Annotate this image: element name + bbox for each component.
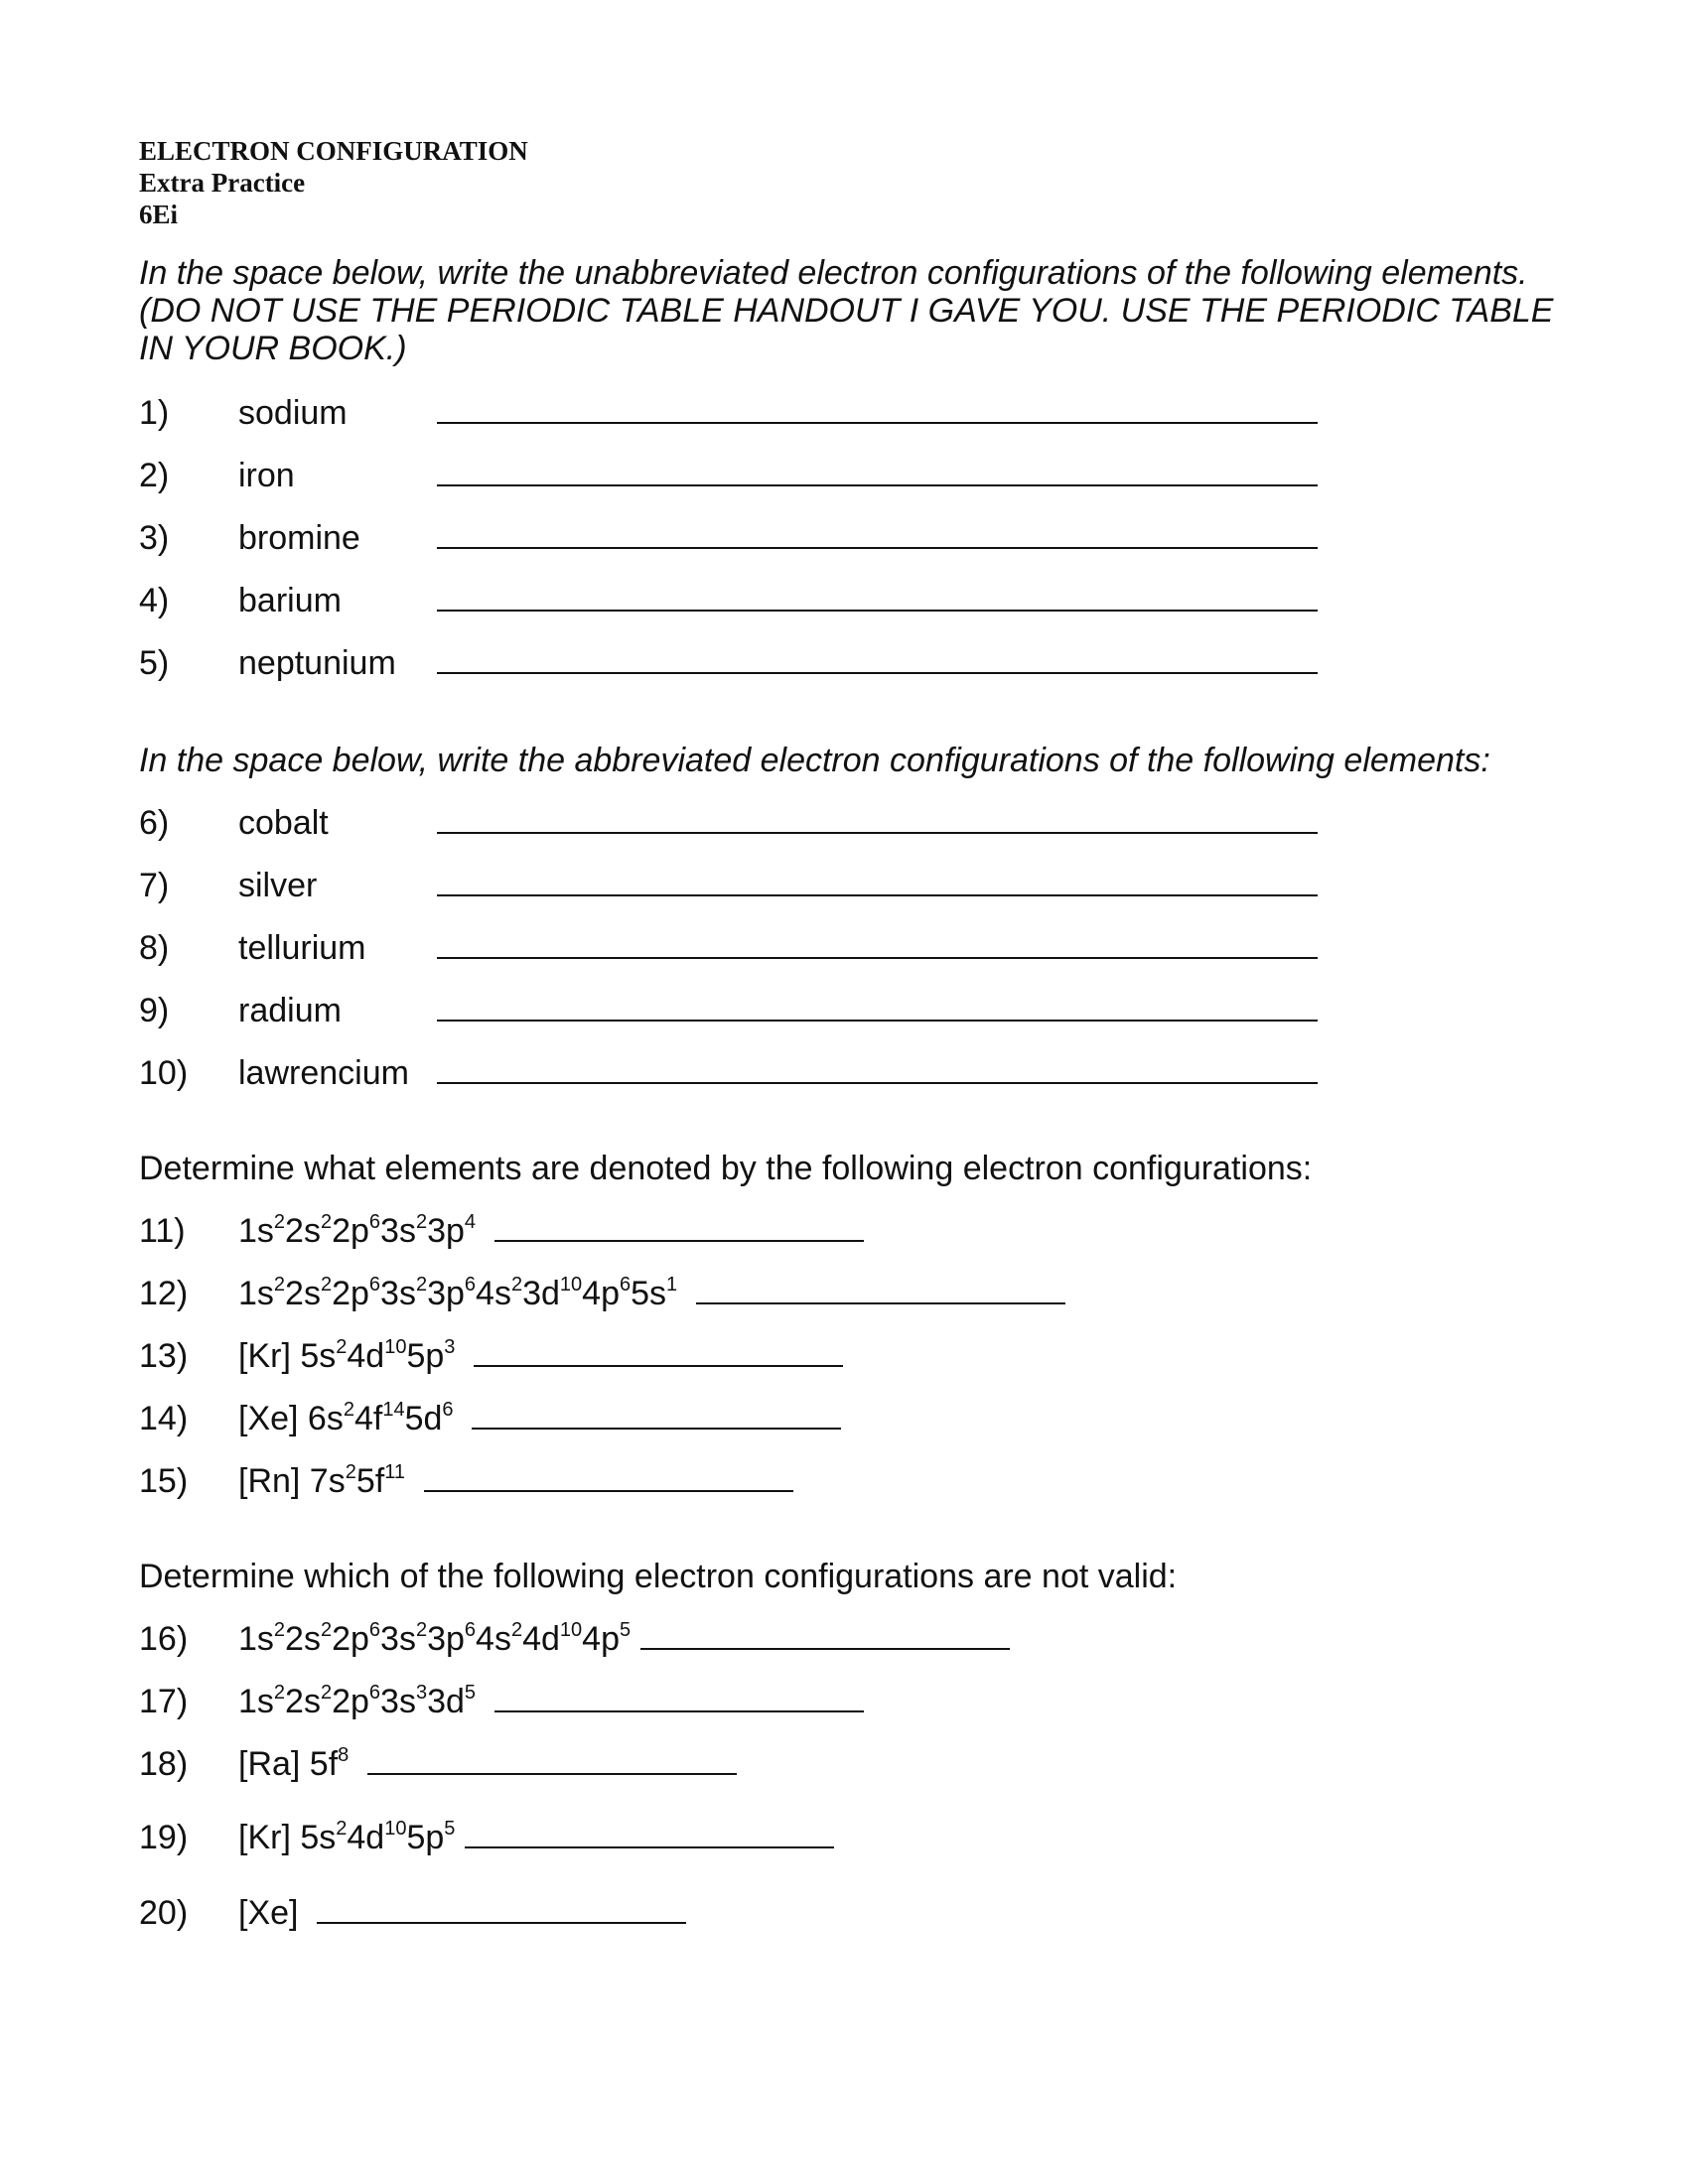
answer-line[interactable] [317, 1898, 686, 1924]
answer-line[interactable] [696, 1279, 1065, 1304]
orbital-label: [Kr] 5s [238, 1337, 337, 1375]
question-2 [139, 453, 1318, 498]
answer-line[interactable] [437, 398, 1318, 424]
question-17 [139, 1679, 864, 1724]
question-number: 4) [139, 582, 170, 619]
answer-line[interactable] [437, 461, 1318, 486]
electron-count: 2 [343, 1399, 354, 1421]
answer-line[interactable] [474, 1341, 843, 1367]
orbital-label: 5f [355, 1462, 385, 1500]
question-number: 2) [139, 457, 170, 494]
question-3 [139, 515, 1318, 561]
electron-count: 6 [368, 1682, 381, 1704]
question-number: 13) [139, 1337, 189, 1375]
question-number: 11) [139, 1212, 186, 1250]
electron-count: 2 [273, 1682, 286, 1704]
worksheet-code: 6Ei [139, 200, 179, 229]
element-name: barium [238, 582, 342, 619]
question-number: 5) [139, 644, 170, 682]
element-name: tellurium [238, 929, 366, 967]
question-1 [139, 390, 1318, 436]
orbital-label: [Rn] 7s [238, 1462, 346, 1500]
element-name: radium [238, 992, 342, 1029]
answer-line[interactable] [437, 871, 1318, 896]
orbital-label: 3p [427, 1275, 465, 1312]
question-number: 12) [139, 1275, 189, 1312]
section-4-instructions: Determine which of the following electron configurations are not valid: [139, 1558, 1178, 1595]
orbital-label: [Ra] 5f [238, 1745, 339, 1783]
orbital-label: 4s [476, 1620, 511, 1658]
orbital-label: 3s [380, 1620, 416, 1658]
question-number: 20) [139, 1894, 189, 1932]
electron-configuration [238, 1396, 454, 1441]
orbital-label: [Xe] [238, 1894, 299, 1932]
electron-count: 2 [510, 1619, 523, 1641]
question-16 [139, 1616, 1010, 1662]
element-name: sodium [238, 394, 348, 432]
electron-count: 2 [320, 1619, 333, 1641]
orbital-label: 4p [582, 1275, 620, 1312]
electron-count: 10 [384, 1336, 407, 1358]
orbital-label: 3p [427, 1212, 465, 1250]
question-number: 17) [139, 1683, 189, 1720]
electron-configuration [238, 1890, 298, 1936]
electron-count: 6 [620, 1274, 632, 1296]
answer-line[interactable] [437, 808, 1318, 834]
answer-line[interactable] [494, 1687, 864, 1712]
electron-configuration [238, 1271, 677, 1316]
electron-count: 6 [368, 1211, 381, 1233]
electron-count: 5 [620, 1619, 632, 1641]
worksheet-subtitle: Extra Practice [139, 168, 306, 198]
question-7 [139, 863, 1318, 908]
orbital-label: 3d [522, 1275, 560, 1312]
orbital-label: 3p [427, 1620, 465, 1658]
electron-count: 2 [336, 1336, 348, 1358]
electron-count: 11 [384, 1461, 405, 1483]
orbital-label: 4f [353, 1400, 383, 1437]
question-number: 1) [139, 394, 170, 432]
question-number: 15) [139, 1462, 189, 1500]
orbital-label: 1s [238, 1620, 274, 1658]
question-10 [139, 1050, 1318, 1096]
electron-count: 6 [368, 1274, 381, 1296]
question-19 [139, 1815, 834, 1860]
electron-count: 6 [442, 1399, 454, 1421]
electron-count: 2 [273, 1211, 286, 1233]
orbital-label: 2p [332, 1683, 369, 1720]
orbital-label: 2p [332, 1275, 369, 1312]
electron-count: 10 [559, 1274, 583, 1296]
orbital-label: 4d [522, 1620, 560, 1658]
question-12 [139, 1271, 1065, 1316]
question-number: 3) [139, 519, 170, 557]
electron-count: 2 [320, 1211, 333, 1233]
electron-count: 6 [368, 1619, 381, 1641]
orbital-label: 4s [476, 1275, 511, 1312]
question-8 [139, 925, 1318, 971]
electron-count: 2 [273, 1619, 286, 1641]
electron-configuration [238, 1741, 349, 1787]
question-9 [139, 988, 1318, 1033]
orbital-label: 2p [332, 1620, 369, 1658]
electron-count: 2 [320, 1274, 333, 1296]
question-number: 8) [139, 929, 170, 967]
worksheet-title: ELECTRON CONFIGURATION [139, 136, 528, 166]
question-6 [139, 800, 1318, 846]
electron-count: 14 [382, 1399, 405, 1421]
answer-line[interactable] [437, 996, 1318, 1022]
answer-line[interactable] [472, 1404, 841, 1430]
orbital-label: 5p [406, 1337, 445, 1375]
question-number: 19) [139, 1819, 189, 1856]
orbital-label: 1s [238, 1275, 274, 1312]
electron-count: 2 [415, 1274, 428, 1296]
answer-line[interactable] [465, 1823, 834, 1848]
question-number: 14) [139, 1400, 189, 1437]
question-14 [139, 1396, 841, 1441]
electron-configuration [238, 1815, 455, 1860]
orbital-label: 2p [332, 1212, 369, 1250]
electron-configuration [238, 1333, 455, 1379]
orbital-label: [Xe] 6s [238, 1400, 344, 1437]
electron-count: 3 [444, 1336, 456, 1358]
electron-count: 6 [464, 1619, 477, 1641]
orbital-label: 2s [285, 1620, 321, 1658]
question-18 [139, 1741, 737, 1787]
question-13 [139, 1333, 843, 1379]
orbital-label: 3s [380, 1212, 416, 1250]
electron-configuration [238, 1616, 631, 1662]
element-name: cobalt [238, 804, 329, 842]
question-5 [139, 640, 1318, 686]
electron-count: 4 [464, 1211, 477, 1233]
electron-count: 10 [384, 1818, 407, 1840]
answer-line[interactable] [640, 1624, 1010, 1650]
electron-count: 10 [559, 1619, 583, 1641]
answer-line[interactable] [367, 1749, 737, 1775]
question-20 [139, 1890, 686, 1936]
electron-count: 2 [320, 1682, 333, 1704]
orbital-label: 5d [404, 1400, 443, 1437]
element-name: neptunium [238, 644, 396, 682]
orbital-label: 4d [347, 1819, 385, 1856]
electron-configuration [238, 1679, 476, 1724]
question-4 [139, 578, 1318, 623]
worksheet-header [139, 135, 528, 230]
answer-line[interactable] [424, 1466, 793, 1492]
question-15 [139, 1458, 793, 1504]
orbital-label: 5s [631, 1275, 667, 1312]
orbital-label: 2s [285, 1275, 321, 1312]
electron-count: 5 [444, 1818, 456, 1840]
electron-count: 2 [336, 1818, 348, 1840]
electron-count: 2 [273, 1274, 286, 1296]
section-1-instructions: In the space below, write the unabbreviated electron configurations of the following elements. (DO NOT USE THE PERIODIC TABLE HANDOUT I GAVE YOU. USE THE PERIODIC TABLE IN YOUR BOOK.) [139, 254, 1554, 367]
orbital-label: 5p [406, 1819, 445, 1856]
answer-line[interactable] [437, 1058, 1318, 1084]
question-number: 18) [139, 1745, 189, 1783]
electron-count: 6 [464, 1274, 477, 1296]
orbital-label: 1s [238, 1212, 274, 1250]
orbital-label: 2s [285, 1683, 321, 1720]
orbital-label: 2s [285, 1212, 321, 1250]
element-name: silver [238, 867, 318, 904]
answer-line[interactable] [437, 648, 1318, 674]
electron-count: 8 [338, 1744, 350, 1766]
element-name: iron [238, 457, 295, 494]
orbital-label: 3d [427, 1683, 465, 1720]
orbital-label: 3s [380, 1275, 416, 1312]
section-2-instructions: In the space below, write the abbreviated electron configurations of the following elements: [139, 742, 1490, 779]
electron-count: 5 [464, 1682, 477, 1704]
electron-count: 2 [510, 1274, 523, 1296]
question-11 [139, 1208, 864, 1254]
electron-configuration [238, 1458, 405, 1504]
answer-line[interactable] [437, 933, 1318, 959]
electron-count: 3 [415, 1682, 428, 1704]
orbital-label: 3s [380, 1683, 416, 1720]
electron-count: 2 [415, 1619, 428, 1641]
question-number: 6) [139, 804, 170, 842]
electron-configuration [238, 1208, 476, 1254]
orbital-label: 4d [347, 1337, 385, 1375]
orbital-label: 4p [582, 1620, 620, 1658]
question-number: 7) [139, 867, 170, 904]
electron-count: 1 [666, 1274, 678, 1296]
element-name: lawrencium [238, 1054, 409, 1092]
electron-count: 2 [345, 1461, 356, 1483]
answer-line[interactable] [494, 1216, 864, 1242]
answer-line[interactable] [437, 523, 1318, 549]
answer-line[interactable] [437, 586, 1318, 612]
question-number: 9) [139, 992, 170, 1029]
electron-count: 2 [415, 1211, 428, 1233]
section-3-instructions: Determine what elements are denoted by the following electron configurations: [139, 1150, 1313, 1187]
question-number: 16) [139, 1620, 189, 1658]
element-name: bromine [238, 519, 360, 557]
question-number: 10) [139, 1054, 189, 1092]
orbital-label: [Kr] 5s [238, 1819, 337, 1856]
orbital-label: 1s [238, 1683, 274, 1720]
